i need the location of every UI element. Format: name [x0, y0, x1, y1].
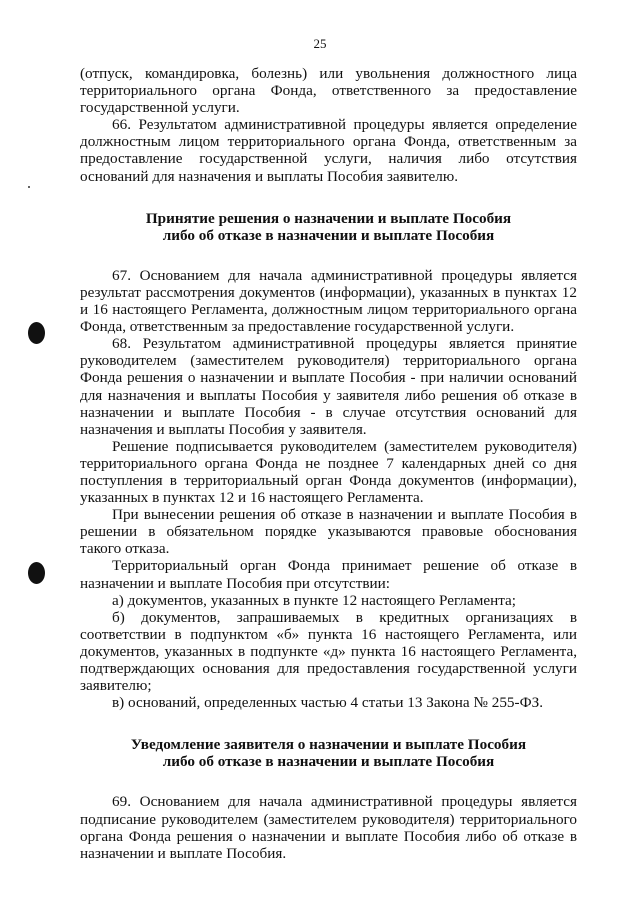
heading-line: либо об отказе в назначении и выплате Пособия — [162, 753, 495, 771]
punch-hole-top — [28, 322, 45, 344]
paragraph-continuation: (отпуск, командировка, болезнь) или увольнения должностного лица территориального органа Фонда, ответственного за предоставление государственной услуги. — [80, 65, 577, 117]
heading-line: Уведомление заявителя о назначении и выплате Пособия — [130, 736, 527, 754]
section-heading-notification — [80, 736, 577, 770]
paragraph-66: 66. Результатом административной процедуры является определение должностным лицом территориального органа Фонда, ответственным за предоставление государственной услуги, наличия либо отсутствия оснований для назначения и выплаты Пособия заявителю. — [80, 116, 577, 185]
section-heading-decision — [80, 210, 577, 244]
list-item-v: в) оснований, определенных частью 4 статьи 13 Закона № 255-ФЗ. — [112, 694, 543, 712]
punch-hole-bottom — [28, 562, 45, 584]
paragraph-69: 69. Основанием для начала административной процедуры является подписание руководителем (заместителем руководителя) территориального органа Фонда решения о назначении и выплате Пособия либо об отказе в назначении и выплате Пособия. — [80, 793, 577, 862]
paragraph-refusal-grounds: Территориальный орган Фонда принимает решение об отказе в назначении и выплате Пособия при отсутствии: — [80, 557, 577, 592]
paragraph-67: 67. Основанием для начала административной процедуры является результат рассмотрения документов (информации), указанных в пунктах 12 и 16 настоящего Регламента, должностным лицом территориального органа Фонда, ответственным за предоставление государственной услуги. — [80, 266, 577, 336]
paragraph-68: 68. Результатом административной процедуры является принятие руководителем (заместителем руководителя) территориального органа Фонда решения о назначении и выплате Пособия - при наличии оснований для назначения и выплаты Пособия у заявителя либо решения об отказе в назначении и выплате Пособия - в случае отсутствия оснований для назначения и выплаты Пособия у заявителя. — [80, 335, 577, 438]
document-body — [80, 65, 577, 862]
page-number: 25 — [313, 36, 327, 51]
heading-line: Принятие решения о назначении и выплате Пособия — [145, 209, 512, 227]
scan-speck — [28, 186, 30, 188]
paragraph-refusal-justification: При вынесении решения об отказе в назначении и выплате Пособия в решении в обязательном порядке указываются правовые обоснования такого отказа. — [80, 506, 577, 558]
list-item-b: б) документов, запрашиваемых в кредитных организациях в соответствии в подпунктом «б» пункта 16 настоящего Регламента, или документов, указанных в подпункте «д» пункта 16 настоящего Регламента, подтверждающих основания для предоставления государственной услуги заявителю; — [80, 608, 577, 695]
heading-line: либо об отказе в назначении и выплате Пособия — [162, 226, 495, 244]
paragraph-decision-signing: Решение подписывается руководителем (заместителем руководителя) территориального органа Фонда не позднее 7 календарных дней со дня поступления в территориальный орган Фонда документов (информации), указанных в пунктах 12 и 16 настоящего Регламента. — [80, 437, 577, 507]
list-item-a: а) документов, указанных в пункте 12 настоящего Регламента; — [112, 591, 517, 609]
